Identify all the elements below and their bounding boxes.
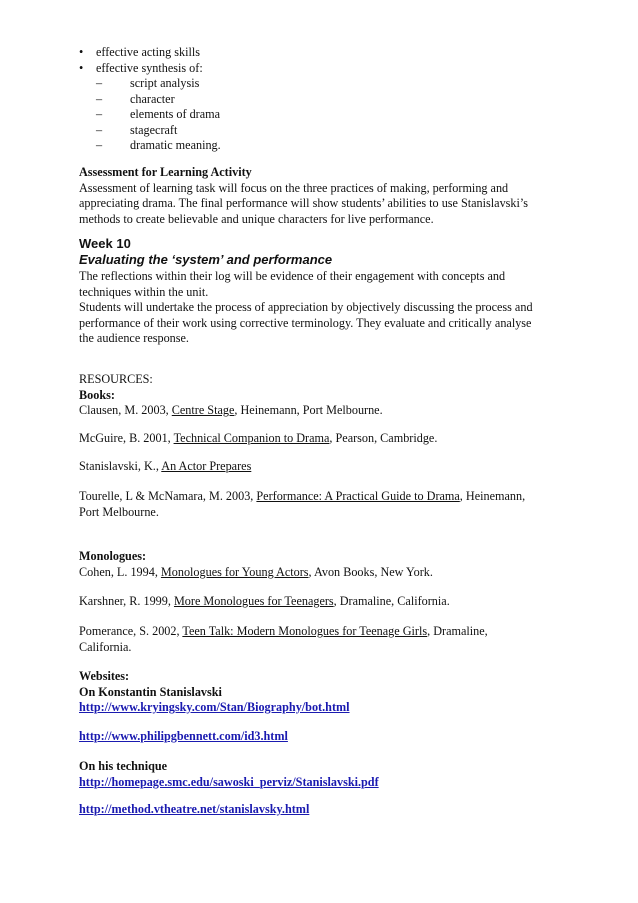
website-link[interactable]: http://www.philipgbennett.com/id3.html bbox=[79, 729, 288, 743]
sub-list-item-text: dramatic meaning. bbox=[130, 138, 221, 152]
book-entry bbox=[79, 403, 569, 419]
book-publisher: , Heinemann, bbox=[459, 489, 526, 503]
monologue-title: Teen Talk: Modern Monologues for Teenage Girls bbox=[182, 624, 428, 638]
sub-list-item-text: script analysis bbox=[130, 76, 200, 90]
dash-icon: – bbox=[96, 107, 103, 121]
sub-list-item-text: stagecraft bbox=[130, 122, 178, 137]
week-line: performance of their work using corrective terminology. They evaluate and critically analyse bbox=[79, 315, 532, 330]
list-item-text: effective synthesis of: bbox=[96, 60, 203, 75]
list-item-text: effective acting skills bbox=[96, 45, 201, 59]
book-author: Tourelle, L & McNamara, M. 2003, bbox=[79, 489, 257, 503]
monologue-entry bbox=[79, 565, 569, 581]
book-publisher: , Pearson, Cambridge. bbox=[329, 431, 438, 445]
week10-section bbox=[79, 236, 569, 267]
monologue-publisher: , Dramaline, bbox=[427, 624, 488, 638]
book-title: Technical Companion to Drama bbox=[173, 431, 330, 445]
website-entry bbox=[79, 729, 569, 745]
monologue-title: Monologues for Young Actors bbox=[160, 564, 309, 579]
book-publisher: Port Melbourne. bbox=[79, 504, 159, 519]
website-link[interactable]: http://www.kryingsky.com/Stan/Biography/bot.html bbox=[79, 700, 350, 714]
monologue-entry bbox=[79, 594, 569, 610]
resources-title: RESOURCES: bbox=[79, 372, 153, 386]
monologue-author: Pomerance, S. 2002, bbox=[79, 624, 183, 638]
monologue-publisher: , Dramaline, California. bbox=[333, 594, 450, 608]
week-line: The reflections within their log will be evidence of their engagement with concepts and bbox=[79, 269, 506, 283]
book-entry bbox=[79, 459, 569, 475]
monologue-author: Karshner, R. 1999, bbox=[79, 594, 174, 608]
book-author: Clausen, M. 2003, bbox=[79, 403, 172, 417]
skills-list bbox=[79, 45, 569, 154]
bullet-icon: • bbox=[79, 60, 84, 75]
book-author: McGuire, B. 2001, bbox=[79, 431, 174, 445]
dash-icon: – bbox=[96, 122, 103, 137]
website-topic: On his technique bbox=[79, 759, 168, 773]
week-subheading: Evaluating the ‘system’ and performance bbox=[79, 251, 333, 267]
bullet-icon: • bbox=[79, 45, 84, 59]
book-entry bbox=[79, 431, 569, 447]
assessment-line: appreciating drama. The final performance will show students’ abilities to use Stanislavski’s bbox=[79, 196, 529, 210]
dash-icon: – bbox=[96, 76, 103, 90]
book-title: Performance: A Practical Guide to Drama bbox=[256, 489, 460, 503]
assessment-line: Assessment of learning task will focus on the three practices of making, performing and bbox=[79, 180, 509, 195]
monologue-publisher: California. bbox=[79, 639, 132, 654]
monologue-entry bbox=[79, 624, 569, 655]
book-title: An Actor Prepares bbox=[161, 459, 252, 473]
website-link[interactable]: http://method.vtheatre.net/stanislavsky.html bbox=[79, 802, 310, 816]
website-topic: On Konstantin Stanislavski bbox=[79, 684, 222, 699]
books-heading: Books: bbox=[79, 387, 115, 402]
week-line: techniques within the unit. bbox=[79, 284, 209, 299]
monologue-author: Cohen, L. 1994, bbox=[79, 564, 161, 579]
monologue-title: More Monologues for Teenagers bbox=[173, 594, 334, 608]
sub-list-item bbox=[79, 138, 569, 154]
dash-icon: – bbox=[96, 138, 103, 152]
resources-section bbox=[79, 372, 569, 419]
week-line: Students will undertake the process of appreciation by objectively discussing the process and bbox=[79, 300, 533, 314]
assessment-section bbox=[79, 165, 569, 227]
website-entry bbox=[79, 759, 569, 790]
book-entry bbox=[79, 489, 569, 520]
sub-list-item bbox=[79, 107, 569, 123]
website-entry bbox=[79, 802, 569, 818]
week-line: the audience response. bbox=[79, 331, 189, 345]
website-link[interactable]: http://homepage.smc.edu/sawoski_perviz/Stanislavski.pdf bbox=[79, 774, 379, 789]
list-item bbox=[79, 45, 569, 61]
sub-list-item bbox=[79, 92, 569, 108]
book-publisher: , Heinemann, Port Melbourne. bbox=[234, 403, 383, 417]
sub-list-item bbox=[79, 76, 569, 92]
week10-body bbox=[79, 269, 569, 347]
week-heading: Week 10 bbox=[79, 236, 131, 251]
book-title: Centre Stage bbox=[171, 403, 235, 417]
websites-section bbox=[79, 669, 569, 716]
dash-icon: – bbox=[96, 91, 103, 106]
list-item bbox=[79, 61, 569, 77]
websites-heading: Websites: bbox=[79, 669, 130, 683]
sub-list-item bbox=[79, 123, 569, 139]
book-author: Stanislavski, K., bbox=[79, 459, 162, 473]
assessment-line: methods to create believable and unique characters for live performance. bbox=[79, 211, 434, 226]
assessment-heading: Assessment for Learning Activity bbox=[79, 165, 252, 179]
monologues-section bbox=[79, 549, 569, 580]
sub-list-item-text: character bbox=[130, 91, 175, 106]
monologue-publisher: , Avon Books, New York. bbox=[308, 564, 433, 579]
sub-list-item-text: elements of drama bbox=[130, 107, 221, 121]
monologues-heading: Monologues: bbox=[79, 549, 147, 563]
